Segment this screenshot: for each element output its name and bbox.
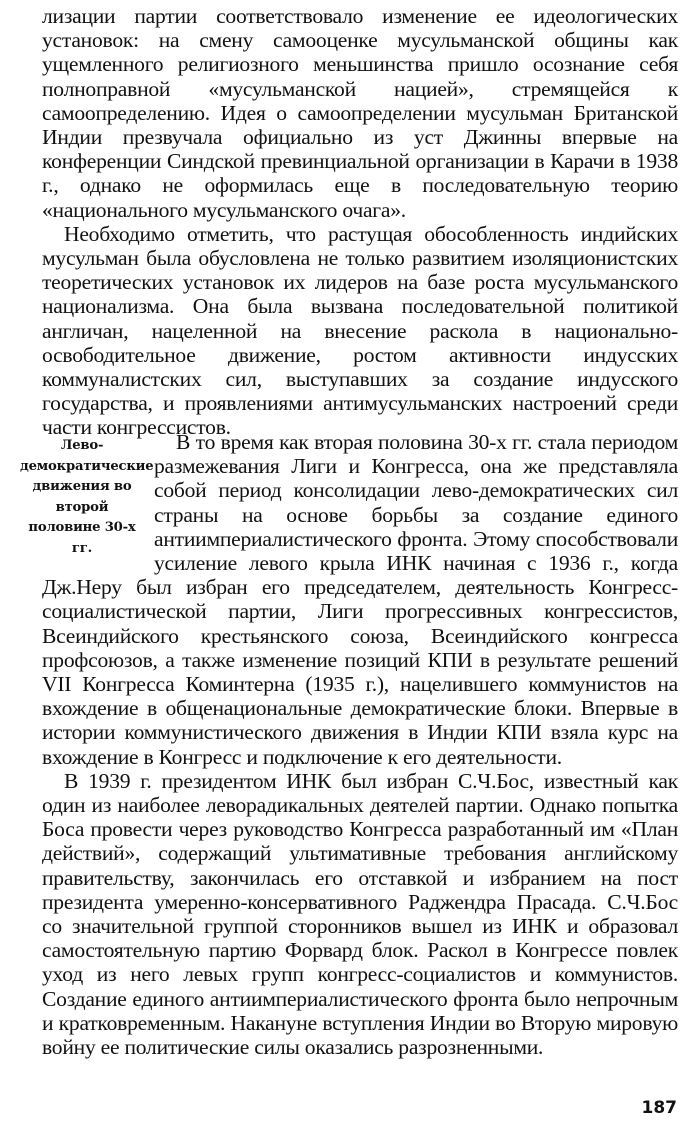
paragraph-left-democratic: В то время как вторая половина 30-х гг. стала периодом размежевания Лиги и Конгресса, она же представляла собой период консолидации лево-демократических сил страны на основе борьбы за создание единого антиимпериалистического фронта. Этому способствовали усиление левого крыла ИНК начиная с 1936 г., когда Дж.Неру был избран его председателем, деятельность Конгресс-социалистической партии, Лиги прогрессивных конгрессистов, Всеиндийского крестьянского союза, Всеиндийского конгресса профсоюзов, а также изменение позиций КПИ в результате решений VII Конгресса Коминтерна (1935 г.), нацелившего коммунистов на вхождение в общенациональные демократические блоки. Впервые в истории коммунистического движения в Индии КПИ взяла курс на вхождение в Конгресс и подключение к его деятельности. — [42, 430, 678, 769]
paragraph-isolation-causes: Необходимо отметить, что растущая обособленность индийских мусульман была обусловлена не только развитием изоляционистских теоретических установок их лидеров на базе роста мусульманского национализма. Она была вызвана последовательной политикой англичан, нацеленной на внесение раскола в национально-освободительное движение, ростом активности индусских коммуналистских сил, выступавших за создание индусского государства, и проявлениями антимусульманских настроений среди части конгрессистов. — [42, 221, 678, 440]
margin-note: Лево-демократические движения во второй половине 30-х гг. — [20, 438, 154, 556]
paragraph-continued: лизации партии соответствовало изменение ее идеологических установок: на смену самооценке мусульманской общины как ущемленного религиозного меньшинства пришло осознание себя полноправной «мусульманской нацией», стремящейся к самоопределению. Идея о самоопределении мусульман Британской Индии презвучала официально из уст Джинны впервые на конференции Синдской превинциальной организации в Карачи в 1938 г., однако не оформилась еще в последовательную теорию «национального мусульманского очага». — [42, 4, 678, 222]
paragraph-bose-1939: В 1939 г. президентом ИНК был избран С.Ч.Бос, известный как один из наиболее леворадикальных деятелей партии. Однако попытка Боса провести через руководство Конгресса разработанный им «План действий», содержащий ультимативные требования английскому правительству, закончилась его отставкой и избранием на пост президента умеренно-консервативного Раджендра Прасада. С.Ч.Бос со значительной группой сторонников вышел из ИНК и образовал самостоятельную партию Форвард блок. Раскол в Конгрессе повлек уход из него левых групп конгресс-социалистов и коммунистов. Создание единого антиимпериалистического фронта было непрочным и кратковременным. Накануне вступления Индии во Вторую мировую войну ее политические силы оказались разрозненными. — [42, 768, 678, 1060]
page-number: 187 — [641, 1098, 677, 1118]
text-block-top — [42, 4, 678, 440]
section-with-margin-note — [20, 430, 678, 769]
text-block-bottom — [20, 430, 678, 1060]
